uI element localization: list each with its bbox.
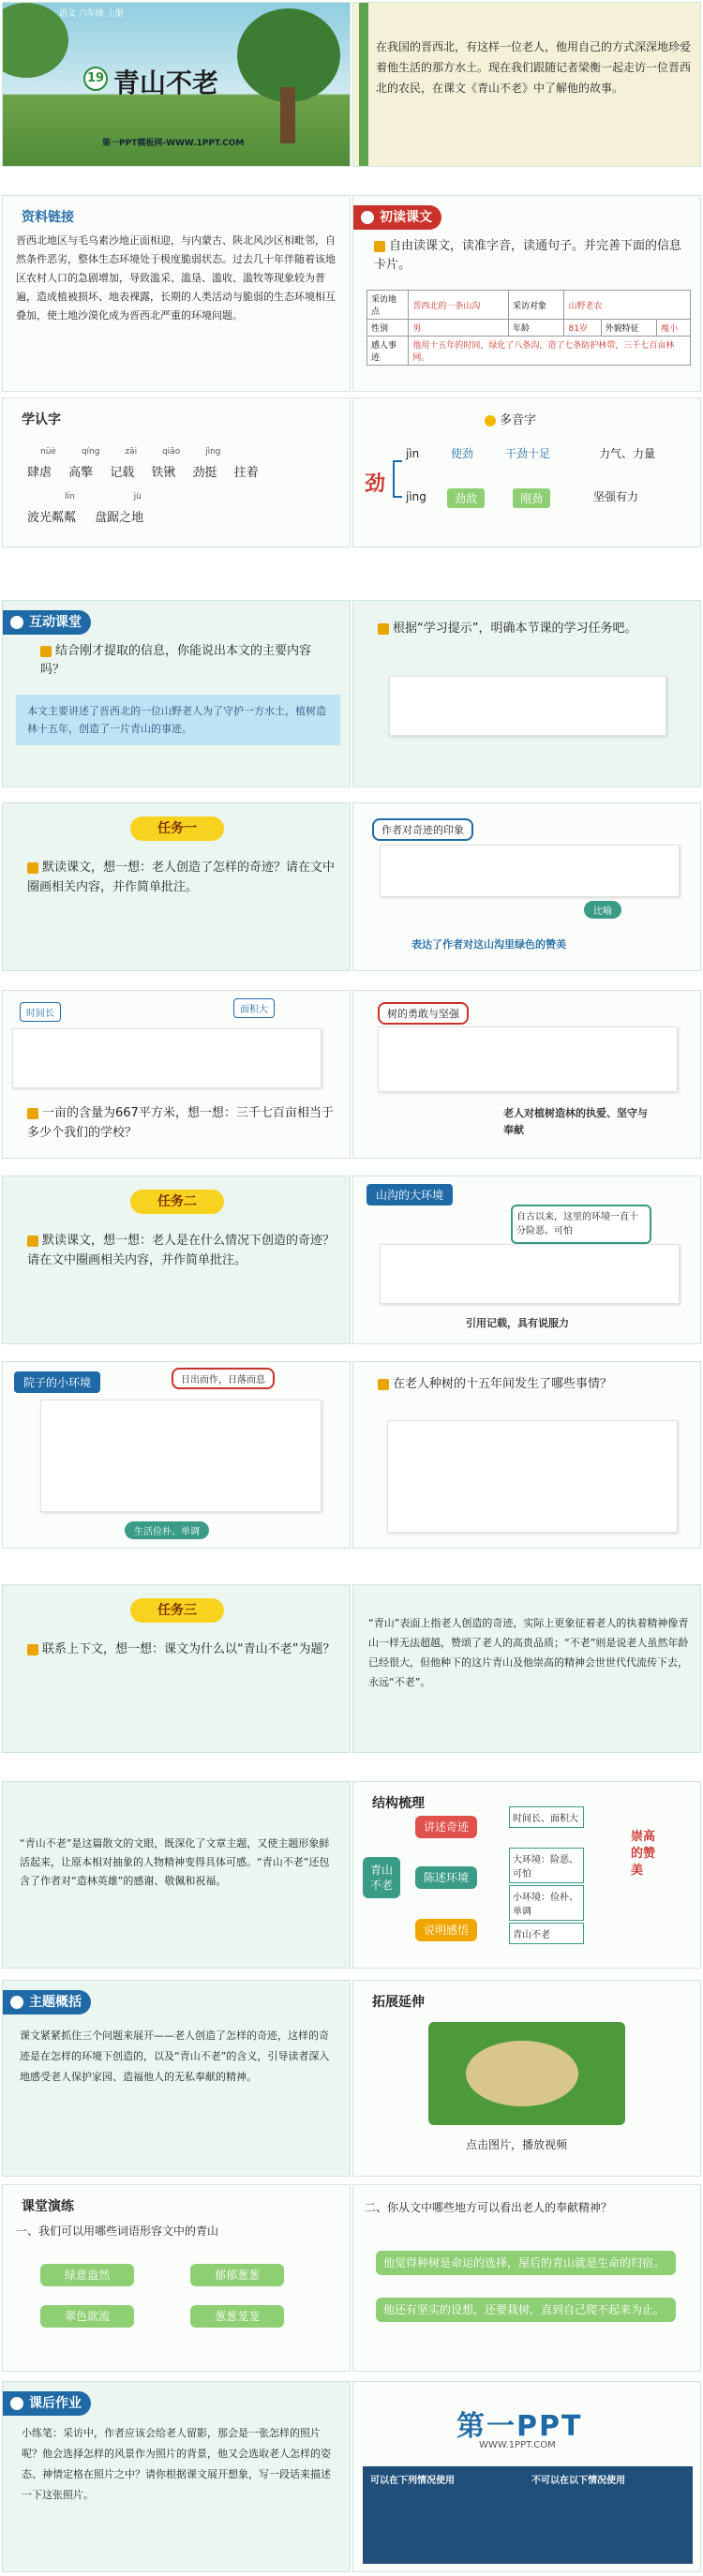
title-meaning-text: “青山”表面上指老人创造的奇迹，实际上更象征着老人的执着精神像青山一样无法超越，赞颂了老人的高贵品质；“不老”则是说老人虽然年龄已经很大，但他种下的这片青山及他崇高的精神会世世代代流传下去，永远“不老”。: [368, 1617, 689, 1688]
pinyin-jin: jìn: [406, 447, 420, 460]
slide-miracle-impression: [352, 802, 701, 971]
impression-conclusion: 表达了作者对这山沟里绿色的赞美: [411, 938, 566, 951]
sun-icon: [485, 415, 496, 427]
slide-resource-link: [2, 195, 351, 392]
pinyin-row: nüè qíng zāi qiāo jìng: [40, 447, 221, 457]
area-question: 一亩的含量为667平方米，想一想：三千七百亩相当于多少个我们的学校？: [27, 1106, 334, 1140]
slide-area: [2, 990, 351, 1159]
meaning-2: 坚强有力: [593, 490, 639, 503]
meaning-1: 力气、力量: [599, 447, 656, 460]
slide-title-meaning: [352, 1584, 701, 1753]
first-read-intro: 自由读课文，读准字音，读通句子。并完善下面的信息卡片。: [374, 239, 682, 272]
resource-text: 晋西北地区与毛乌素沙地正面相迎，与内蒙古、陕北风沙区相毗邻，自然条件恶劣，整体生态环境处于极度脆弱状态。过去几十年伴随着该地区农村人口的急剧增加，导致滥采、滥垦、滥收、滥牧等现象较为普遍，造成植被损坏、地表裸露，长期的人类活动与脆弱的生态环境相互叠加，使土地沙漠化成为晋西北严重的环境问题。: [16, 234, 336, 322]
structure-r2: 大环境：险恶、可怕: [509, 1848, 584, 1883]
structure-b1: 讲述奇迹: [415, 1816, 477, 1838]
big-env-doc: [380, 1244, 680, 1304]
structure-side: 崇高的赞美: [631, 1830, 656, 1878]
intro-text: 在我国的晋西北，有这样一位老人，他用自己的方式深深地珍爱着他生活的那方水土。现在我们跟随记者梁衡一起走访一位晋西北的农民，在课文《青山不老》中了解他的故事。: [376, 40, 692, 95]
practice-answer-2: 他还有坚实的设想，还要栽树，直到自己爬不起来为止。: [376, 2298, 676, 2322]
homework-header: 课后作业: [3, 2391, 91, 2416]
courage-bubble: 树的勇敢与坚强: [378, 1002, 469, 1025]
word-ganjin: 干劲十足: [505, 447, 551, 460]
word-jingdi: 劲敌: [447, 488, 485, 508]
word-shijin: 使劲: [451, 447, 474, 460]
bamboo-icon: [359, 3, 368, 167]
brand-url: WWW.1PPT.COM: [479, 2440, 556, 2450]
forbidden-title: 不可以在以下情况使用: [531, 2476, 625, 2486]
pencil-icon: [27, 862, 38, 874]
big-env-header: 山沟的大环境: [366, 1184, 453, 1206]
small-env-doc: [40, 1400, 322, 1512]
subject-label: 语文 六年级 上册: [59, 9, 124, 19]
pencil-icon: [27, 1108, 38, 1119]
slide-tree-courage: [352, 990, 701, 1159]
word-1: 绿意盎然: [40, 2264, 134, 2286]
slide-structure: [352, 1781, 701, 1969]
pencil-icon: [374, 241, 385, 252]
structure-b3: 说明感悟: [415, 1919, 477, 1941]
slide-first-read: [352, 195, 701, 392]
words-row-2: 波光粼粼 盘踞之地: [27, 511, 144, 525]
slide-small-environment: [2, 1361, 351, 1549]
slide-learning-tasks: [352, 600, 701, 787]
structure-b2: 陈述环境: [415, 1866, 477, 1889]
courage-doc: [378, 1026, 678, 1092]
practice-two-question: 二、你从文中哪些地方可以看出老人的奉献精神？: [365, 2201, 613, 2214]
homework-text: 小练笔：采访中，作者应该会给老人留影，那会是一张怎样的照片呢？他会选择怎样的风景作为照片的背景，他又会选取老人怎样的姿态、神情定格在照片之中？请你根据课文展开想象，写一段话来描述一下这张照片。: [22, 2427, 331, 2501]
slide-fifteen-years: [352, 1361, 701, 1549]
practice-header: 课堂演练: [22, 2199, 74, 2214]
slide-homework: [2, 2381, 351, 2572]
tag-large-area: 面积大: [233, 998, 275, 1018]
words-row-1: 肆虐 高擎 记载 铁锹 劲挺 拄着: [27, 466, 259, 480]
slide-practice: [2, 2184, 351, 2372]
site-label: 第一PPT模板网-WWW.1PPT.COM: [102, 139, 245, 148]
slide-cover: [2, 2, 351, 167]
first-read-header: 初读课文: [353, 205, 441, 230]
extension-header: 拓展延伸: [372, 1995, 425, 2010]
task-one-question: 默读课文，想一想：老人创造了怎样的奇迹？请在文中圈画相关内容，并作简单批注。: [27, 861, 336, 894]
task-two-question: 默读课文，想一想：老人是在什么情况下创造的奇迹？请在文中圈画相关内容，并作简单批注。: [27, 1234, 336, 1267]
courage-conclusion: 老人对植树造林的执爱、坚守与奉献: [503, 1107, 648, 1136]
slide-task-one: [2, 802, 351, 971]
resource-header: 资料链接: [22, 210, 74, 225]
slide-eye-of-text: [2, 1781, 351, 1969]
theme-header: 主题概括: [3, 1990, 91, 2014]
polyphonic-char: 劲: [365, 472, 386, 496]
slide-task-three: [2, 1584, 351, 1753]
slide-big-environment: [352, 1176, 701, 1344]
learning-tip-doc: [389, 676, 666, 736]
pinyin-row-2: lín jù: [65, 492, 142, 502]
task-three-question: 联系上下文，想一想：课文为什么以“青山不老”为题？: [27, 1640, 337, 1659]
pencil-icon: [378, 1379, 389, 1390]
impression-bubble: 作者对奇迹的印象: [372, 818, 473, 841]
big-env-conclusion: 引用记载，具有说服力: [466, 1317, 569, 1329]
slide-intro: [352, 2, 701, 167]
tag-long-time: 时间长: [20, 1002, 61, 1022]
word-3: 翠色欲流: [40, 2305, 134, 2328]
slide-ending: [352, 2381, 701, 2572]
area-doc: [12, 1028, 322, 1088]
fifteen-question: 在老人种树的十五年间发生了哪些事情？: [378, 1375, 687, 1394]
pencil-icon: [40, 646, 52, 657]
task-three-label: 任务三: [130, 1598, 224, 1623]
impression-doc: [380, 845, 680, 897]
slide-polyphonic: [352, 397, 701, 547]
structure-r1: 时间长、面积大: [509, 1806, 584, 1828]
lesson-title: 青山不老: [113, 67, 219, 98]
characters-header: 学认字: [22, 412, 61, 427]
structure-center: 青山不老: [363, 1857, 400, 1898]
slide-characters: [2, 397, 351, 547]
slide-theme: [2, 1980, 351, 2177]
slide-extension: [352, 1980, 701, 2177]
pinyin-jing: jìng: [406, 490, 426, 503]
small-env-note: 生活俭朴、单调: [125, 1521, 209, 1539]
small-env-bubble: 日出而作，日落而息: [172, 1368, 275, 1389]
slide-task-two: [2, 1176, 351, 1344]
video-thumbnail[interactable]: [428, 2022, 625, 2125]
interactive-header: 互动课堂: [3, 610, 91, 635]
word-gangjing: 刚劲: [513, 488, 550, 508]
structure-header: 结构梳理: [372, 1796, 425, 1811]
theme-text: 课文紧紧抓住三个问题来展开——老人创造了怎样的奇迹，这样的奇迹是在怎样的环境下创造的，以及“青山不老”的含义，引导读者深入地感受老人保护家园、造福他人的无私奉献的精神。: [20, 2029, 330, 2083]
learning-question: 根据“学习提示”，明确本节课的学习任务吧。: [378, 620, 687, 638]
pencil-icon: [27, 1644, 38, 1655]
polyphonic-title: 多音字: [485, 410, 536, 427]
interactive-question: 结合刚才提取的信息，你能说出本文的主要内容吗？: [40, 644, 312, 677]
lesson-number: 19: [83, 67, 108, 91]
task-two-label: 任务二: [130, 1190, 224, 1214]
slide-interactive: [2, 600, 351, 787]
practice-answer-1: 他觉得种树是命运的选择，屋后的青山就是生命的归宿。: [376, 2251, 676, 2275]
pencil-icon: [378, 623, 389, 635]
interactive-answer: 本文主要讲述了晋西北的一位山野老人为了守护一方水土，植树造林十五年，创造了一片青山的事迹。: [16, 695, 340, 745]
slide-practice-two: [352, 2184, 701, 2372]
structure-r4: 青山不老: [509, 1923, 584, 1944]
word-2: 郁郁葱葱: [190, 2264, 284, 2286]
fifteen-doc: [387, 1420, 678, 1533]
word-4: 葱葱茏茏: [190, 2305, 284, 2328]
eye-of-text: “青山不老”是这篇散文的文眼，既深化了文章主题，又使主题形象鲜活起来，让原本相对抽象的人物精神变得具体可感。“青山不老”还包含了作者对“造林英雄”的感谢、敬佩和祝福。: [20, 1837, 330, 1887]
pencil-icon: [27, 1236, 38, 1247]
structure-r3: 小环境：俭朴、单调: [509, 1885, 584, 1921]
small-env-header: 院子的小环境: [14, 1371, 100, 1393]
info-card-table: 采访地点 晋西北的一条山沟 采访对象 山野老农 性别 男 年龄 81岁 外貌特征 瘦小 感人事迹 他用十五年的时间，绿化了八条沟，造了七条防护林带，三千七百亩林网。: [366, 290, 691, 366]
allowed-title: 可以在下列情况使用: [370, 2476, 455, 2486]
practice-question: 一、我们可以用哪些词语形容文中的青山: [16, 2224, 219, 2238]
metaphor-label: 比喻: [584, 901, 621, 919]
video-caption: 点击图片，播放视频: [466, 2138, 568, 2151]
brand-logo: 第一PPT: [456, 2410, 583, 2443]
task-one-label: 任务一: [130, 816, 224, 841]
big-env-box: 自古以来，这里的环境一直十分险恶、可怕: [511, 1205, 651, 1244]
